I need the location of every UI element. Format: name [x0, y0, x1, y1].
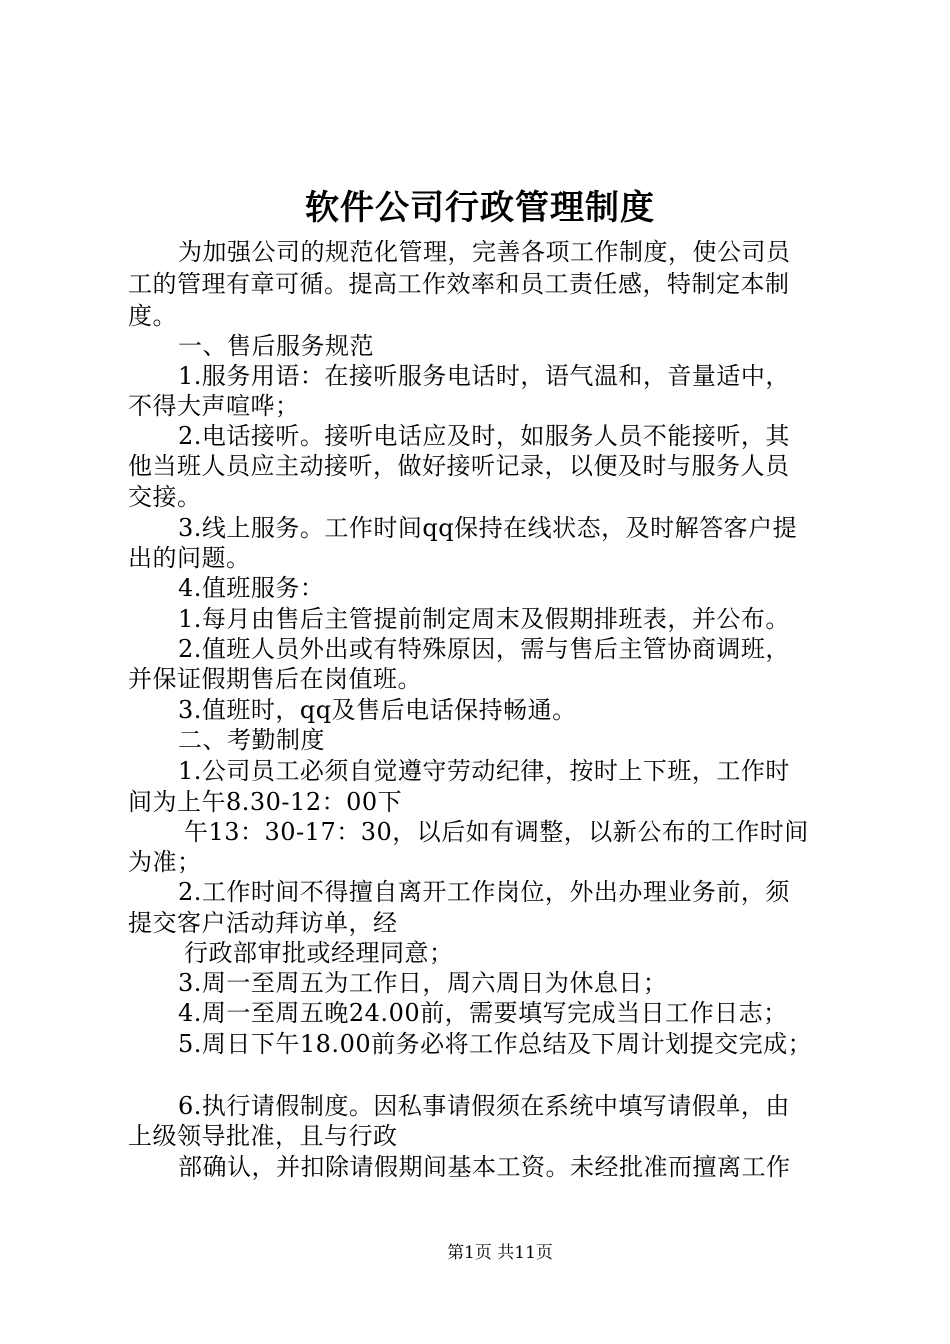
paragraph-line: 2.工作时间不得擅自离开工作岗位，外出办理业务前，须: [178, 878, 790, 906]
paragraph-line: 交接。: [128, 483, 202, 511]
paragraph-line: 3.值班时，qq及售后电话保持畅通。: [178, 696, 577, 724]
paragraph-line: 他当班人员应主动接听，做好接听记录，以便及时与服务人员: [128, 452, 790, 480]
paragraph-line: 2.电话接听。接听电话应及时，如服务人员不能接听，其: [178, 422, 790, 450]
page-number-footer: 第1页 共11页: [447, 1243, 553, 1263]
paragraph-line: 1.公司员工必须自觉遵守劳动纪律，按时上下班，工作时: [178, 757, 790, 785]
paragraph-line: 2.值班人员外出或有特殊原因，需与售后主管协商调班，: [178, 635, 790, 663]
paragraph-line: 部确认，并扣除请假期间基本工资。未经批准而擅离工作: [178, 1153, 791, 1181]
paragraph-line: 3.周一至周五为工作日，周六周日为休息日；: [178, 969, 668, 997]
paragraph-line: 并保证假期售后在岗值班。: [128, 665, 422, 693]
paragraph-line: 为准；: [128, 848, 202, 876]
paragraph-line: 1.每月由售后主管提前制定周末及假期排班表，并公布。: [178, 605, 790, 633]
paragraph-line: 为加强公司的规范化管理，完善各项工作制度，使公司员: [178, 238, 791, 266]
paragraph-line: 间为上午8.30-12：00下: [128, 788, 403, 816]
paragraph-line: 午13：30-17：30，以后如有调整，以新公布的工作时间: [184, 818, 809, 846]
document-title: 软件公司行政管理制度: [305, 188, 655, 228]
paragraph-line: 4.值班服务：: [178, 574, 325, 602]
paragraph-line: 工的管理有章可循。提高工作效率和员工责任感，特制定本制: [128, 270, 790, 298]
paragraph-line: 上级领导批准，且与行政: [128, 1122, 398, 1150]
paragraph-line: 6.执行请假制度。因私事请假须在系统中填写请假单，由: [178, 1092, 790, 1120]
paragraph-line: 5.周日下午18.00前务必将工作总结及下周计划提交完成；: [178, 1030, 813, 1058]
paragraph-line: 度。: [128, 302, 177, 330]
paragraph-line: 出的问题。: [128, 544, 251, 572]
paragraph-line: 提交客户活动拜访单，经: [128, 909, 398, 937]
paragraph-line: 行政部审批或经理同意；: [184, 939, 454, 967]
paragraph-line: 不得大声喧哗；: [128, 392, 300, 420]
paragraph-line: 1.服务用语：在接听服务电话时，语气温和，音量适中，: [178, 362, 790, 390]
paragraph-line: 4.周一至周五晚24.00前，需要填写完成当日工作日志；: [178, 999, 788, 1027]
section-heading: 一、售后服务规范: [178, 332, 374, 360]
section-heading: 二、考勤制度: [178, 726, 325, 754]
paragraph-line: 3.线上服务。工作时间qq保持在线状态，及时解答客户提: [178, 514, 798, 542]
